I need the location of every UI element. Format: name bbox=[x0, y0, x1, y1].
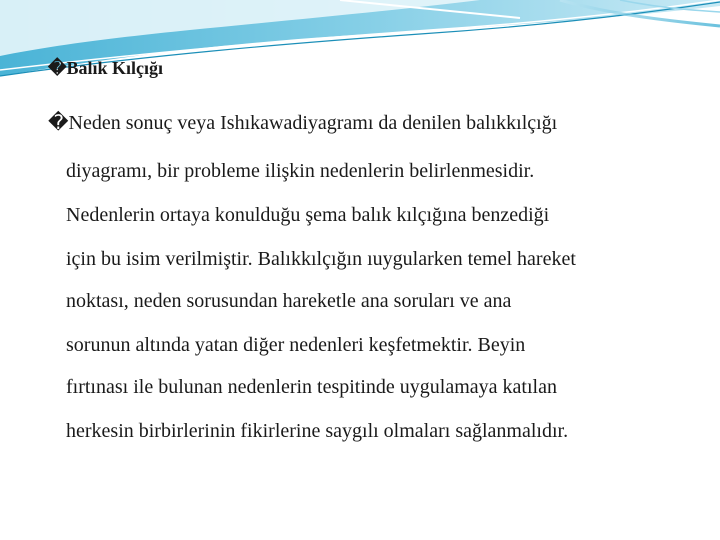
slide-title: �Balık Kılçığı bbox=[48, 58, 163, 78]
body-line: Nedenlerin ortaya konulduğu şema balık kılçığına benzediği bbox=[66, 204, 550, 226]
body-line: �Neden sonuç veya Ishıkawadiyagramı da denilen balıkkılçığı bbox=[48, 112, 558, 134]
body-line: sorunun altında yatan diğer nedenleri keşfetmektir. Beyin bbox=[66, 334, 526, 356]
body-line: diyagramı, bir probleme ilişkin nedenlerin belirlenmesidir. bbox=[66, 160, 535, 182]
body-line: için bu isim verilmiştir. Balıkkılçığın ıuygularken temel hareket bbox=[66, 248, 576, 270]
body-line: noktası, neden sorusundan hareketle ana soruları ve ana bbox=[66, 290, 512, 312]
body-line: fırtınası ile bulunan nedenlerin tespitinde uygulamaya katılan bbox=[66, 376, 557, 398]
body-line: herkesin birbirlerinin fikirlerine saygılı olmaları sağlanmalıdır. bbox=[66, 420, 569, 442]
